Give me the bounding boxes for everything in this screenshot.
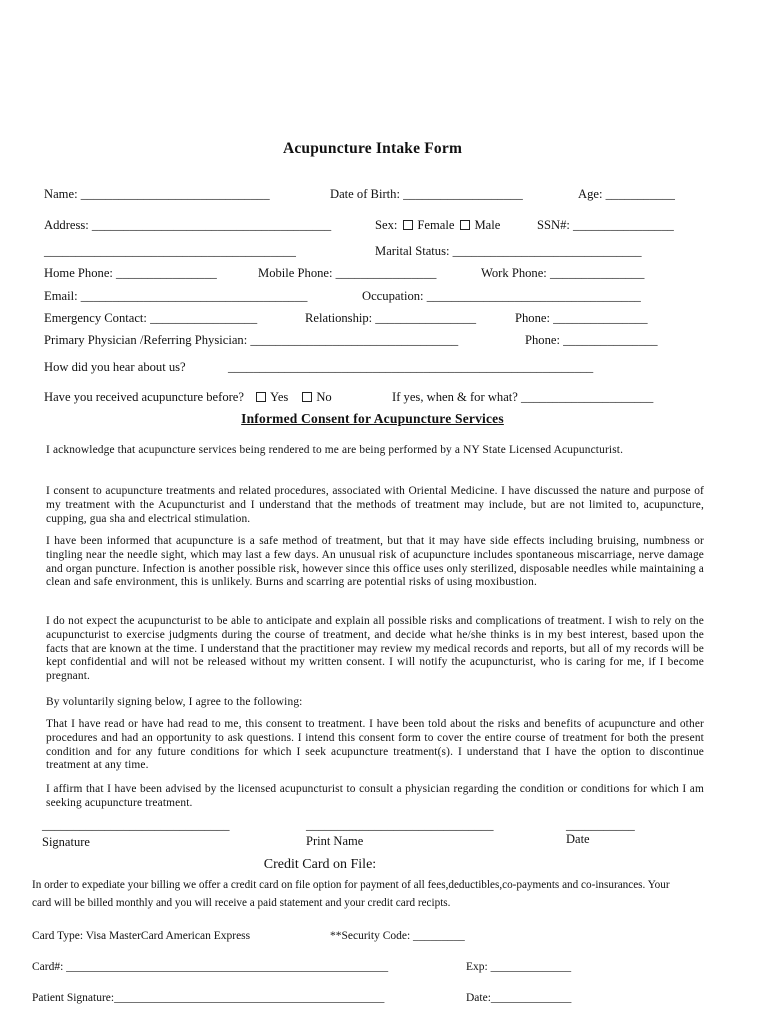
female-label: Female	[417, 218, 455, 232]
print-name-line[interactable]: ______________________________	[306, 818, 494, 832]
consent-paragraph-4: I do not expect the acupuncturist to be able to anticipate and explain all possible risks and complications of treatment. I wish to rely on the acupuncturist to exercise judgments during the course of treatment, and decide what he/she thinks is in my best interest, based upon the facts that are known at the time. I understand that the practitioner may review my medical records and reports, but all of my records will be kept confidential and will not be released without my written consent. I will notify the acupuncturist, who is caring for me, if I become pregnant.	[46, 615, 704, 683]
consent-heading: Informed Consent for Acupuncture Services	[241, 411, 504, 426]
home-phone-field[interactable]: Home Phone: ________________	[44, 266, 217, 280]
address-line-2[interactable]: ________________________________________	[44, 244, 296, 258]
male-checkbox[interactable]	[460, 220, 470, 230]
received-before-group	[44, 390, 332, 405]
security-code-field[interactable]: **Security Code: _________	[330, 930, 465, 942]
mobile-phone-field[interactable]: Mobile Phone: ________________	[258, 266, 437, 280]
hear-about-field[interactable]: __________________________________________________________	[228, 360, 594, 374]
sex-group	[375, 218, 500, 233]
consent-paragraph-3: I have been informed that acupuncture is a safe method of treatment, but that it may have side effects including bruising, numbness or tingling near the needle sight, which may last a few days. An unusual risk of acupuncture includes spontaneous miscarriage, nerve damage and organ puncture. Infection is another possible risk, however since this office uses only sterilized, disposable needles while maintaining a clean and safe environment, this is unlikely. Burns and scarring are potential risks of using moxibustion.	[46, 535, 704, 589]
date-label: Date	[566, 832, 590, 846]
consent-paragraph-2: I consent to acupuncture treatments and related procedures, associated with Oriental Medicine. I have discussed the nature and purpose of my treatment with the Acupuncturist and I understand that the methods of treatment may include, but are not limited to, acupuncture, cupping, gua sha and electrical stimulation.	[46, 485, 704, 525]
patient-date-field[interactable]: Date:______________	[466, 992, 572, 1004]
yes-checkbox[interactable]	[256, 392, 266, 402]
yes-label: Yes	[270, 390, 289, 404]
signature-line[interactable]: ______________________________	[42, 818, 230, 832]
signature-label: Signature	[42, 835, 90, 849]
primary-physician-field[interactable]: Primary Physician /Referring Physician: _________________________________	[44, 333, 459, 347]
dob-field[interactable]: Date of Birth: ___________________	[330, 187, 523, 201]
marital-status-field[interactable]: Marital Status: ______________________________	[375, 244, 642, 258]
name-field[interactable]: Name: ______________________________	[44, 187, 270, 201]
ssn-field[interactable]: SSN#: ________________	[537, 218, 674, 232]
male-label: Male	[474, 218, 501, 232]
emergency-phone-field[interactable]: Phone: _______________	[515, 311, 648, 325]
expiration-field[interactable]: Exp: ______________	[466, 961, 572, 973]
occupation-field[interactable]: Occupation: __________________________________	[362, 289, 641, 303]
credit-card-heading: Credit Card on File:	[263, 857, 377, 872]
consent-paragraph-6: That I have read or have had read to me, this consent to treatment. I have been told about the risks and benefits of acupuncture and other procedures and had an opportunity to ask questions. I intend this consent form to cover the entire course of treatment for both the present condition and for any future conditions for which I seek acupuncture treatment(s). I understand that I have the option to discontinue treatment at any time.	[46, 718, 704, 772]
no-checkbox[interactable]	[302, 392, 312, 402]
physician-phone-field[interactable]: Phone: _______________	[525, 333, 658, 347]
consent-paragraph-5: By voluntarily signing below, I agree to the following:	[46, 696, 303, 708]
print-name-label: Print Name	[306, 834, 364, 848]
if-yes-field[interactable]: If yes, when & for what? _____________________	[392, 390, 654, 404]
date-line[interactable]: ___________	[566, 818, 635, 832]
card-type-field[interactable]: Card Type: Visa MasterCard American Express	[32, 930, 251, 942]
emergency-contact-field[interactable]: Emergency Contact: _________________	[44, 311, 258, 325]
work-phone-field[interactable]: Work Phone: _______________	[481, 266, 645, 280]
email-field[interactable]: Email: ____________________________________	[44, 289, 308, 303]
credit-card-text: In order to expediate your billing we offer a credit card on file option for payment of all fees,deductibles,co-payments and co-insurances. Your card will be billed monthly and you will receive a paid statement and your credit card recipts.	[32, 879, 670, 909]
consent-paragraph-7: I affirm that I have been advised by the licensed acupuncturist to consult a physician regarding the condition or conditions for which I am seeking acupuncture treatment.	[46, 783, 704, 809]
hear-about-label: How did you hear about us?	[44, 360, 186, 374]
sex-label: Sex:	[375, 218, 398, 232]
relationship-field[interactable]: Relationship: ________________	[305, 311, 477, 325]
consent-paragraph-1: I acknowledge that acupuncture services being rendered to me are being performed by a NY State Licensed Acupuncturist.	[46, 444, 624, 456]
page-title: Acupuncture Intake Form	[282, 140, 463, 157]
patient-signature-field[interactable]: Patient Signature:_______________________________________________	[32, 992, 385, 1004]
card-number-field[interactable]: Card#: ________________________________________________________	[32, 961, 389, 973]
address-field[interactable]: Address: ______________________________________	[44, 218, 332, 232]
age-field[interactable]: Age: ___________	[578, 187, 675, 201]
received-before-label: Have you received acupuncture before?	[44, 390, 244, 404]
female-checkbox[interactable]	[403, 220, 413, 230]
no-label: No	[316, 390, 332, 404]
